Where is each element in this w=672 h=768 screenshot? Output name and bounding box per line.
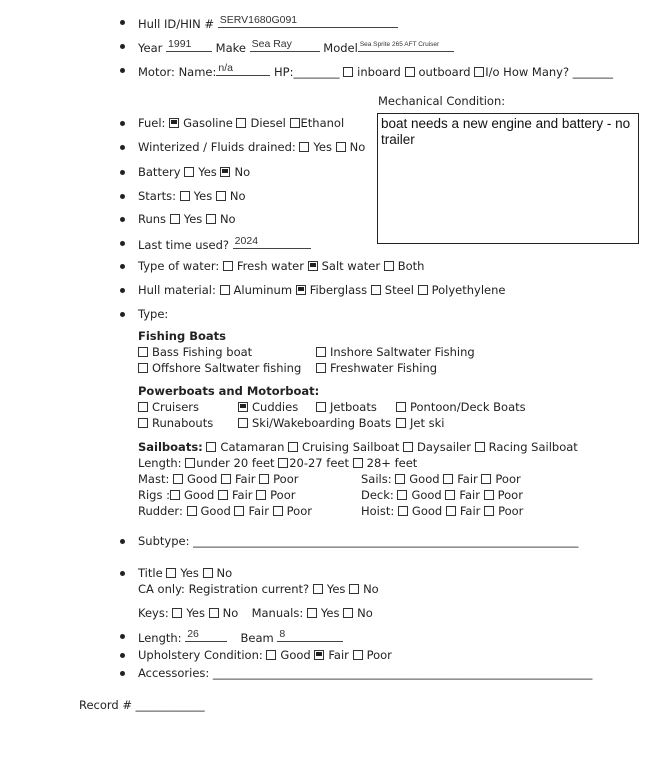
rudder-row xyxy=(138,504,312,518)
bullet xyxy=(120,68,125,73)
length-label: Length: xyxy=(138,631,182,645)
starts-yes-checkbox[interactable] xyxy=(180,191,190,201)
rigs-label: Rigs : xyxy=(138,488,171,502)
motor-hp-label[interactable]: HP:________ xyxy=(274,65,340,79)
title-yes-label: Yes xyxy=(180,566,199,580)
fishing-item xyxy=(138,345,252,359)
make-field[interactable] xyxy=(250,39,320,52)
power-item xyxy=(396,400,526,414)
sailboats-row xyxy=(138,440,578,454)
sails-fair-checkbox[interactable] xyxy=(443,474,453,484)
inboard-label: inboard xyxy=(357,65,401,79)
hoist-label: Hoist: xyxy=(361,504,395,518)
freshwater-fishing-checkbox[interactable] xyxy=(316,363,326,373)
fair-label: Fair xyxy=(234,472,256,486)
daysailer-label: Daysailer xyxy=(417,440,471,454)
power-item xyxy=(138,400,199,414)
runs-no-label: No xyxy=(219,212,236,226)
hull-id-label: Hull ID/HIN # xyxy=(138,17,215,31)
mechanical-label: Mechanical Condition: xyxy=(378,94,506,108)
fiberglass-checkbox[interactable] xyxy=(296,285,306,295)
jetboats-label: Jetboats xyxy=(330,400,377,414)
rigs-fair-checkbox[interactable] xyxy=(218,490,228,500)
racing-sailboat-checkbox[interactable] xyxy=(475,442,485,452)
motor-name-value: n/a xyxy=(218,62,233,74)
io-checkbox[interactable] xyxy=(474,67,484,77)
good-label: Good xyxy=(411,504,443,518)
power-item xyxy=(396,416,444,430)
pontoon-label: Pontoon/Deck Boats xyxy=(410,400,526,414)
title-row xyxy=(138,566,232,580)
bass-fishing-label: Bass Fishing boat xyxy=(152,345,253,359)
mast-good-checkbox[interactable] xyxy=(173,474,183,484)
outboard-label: outboard xyxy=(418,65,471,79)
motor-label: Motor: xyxy=(138,65,175,79)
ski-wakeboarding-checkbox[interactable] xyxy=(238,418,248,428)
registration-no-checkbox[interactable] xyxy=(349,584,359,594)
water-label: Type of water: xyxy=(138,259,220,273)
winterized-label: Winterized / Fluids drained: xyxy=(138,140,296,154)
keys-yes-label: Yes xyxy=(186,606,205,620)
bullet xyxy=(120,571,125,576)
battery-row xyxy=(138,165,250,179)
motor-name-field[interactable] xyxy=(216,63,270,76)
diesel-label: Diesel xyxy=(250,116,286,130)
deck-row xyxy=(361,488,523,502)
fuel-row xyxy=(138,116,344,130)
bullet xyxy=(120,241,125,246)
model-label: Model xyxy=(323,41,358,55)
power-item xyxy=(316,400,377,414)
bullet xyxy=(120,170,125,175)
mechanical-condition-box[interactable]: boat needs a new engine and battery - no trailer xyxy=(377,113,639,244)
keys-no-checkbox[interactable] xyxy=(209,608,219,618)
upholstery-row xyxy=(138,648,392,662)
bullet xyxy=(120,145,125,150)
outboard-checkbox[interactable] xyxy=(405,67,415,77)
type-label: Type: xyxy=(138,307,169,321)
hoist-fair-checkbox[interactable] xyxy=(446,506,456,516)
keys-label: Keys: xyxy=(138,606,169,620)
model-field[interactable] xyxy=(358,39,454,52)
registration-no-label: No xyxy=(363,582,379,596)
beam-value: 8 xyxy=(279,628,286,640)
last-used-field[interactable] xyxy=(233,236,311,249)
runs-yes-label: Yes xyxy=(183,212,203,226)
jetboats-checkbox[interactable] xyxy=(316,402,326,412)
fiberglass-label: Fiberglass xyxy=(309,283,368,297)
battery-no-label: No xyxy=(234,165,251,179)
year-value: 1991 xyxy=(168,38,192,50)
manuals-yes-label: Yes xyxy=(320,606,340,620)
offshore-checkbox[interactable] xyxy=(138,363,148,373)
deck-fair-checkbox[interactable] xyxy=(445,490,455,500)
poor-label: Poor xyxy=(495,472,521,486)
upholstery-label: Upholstery Condition: xyxy=(138,648,263,662)
deck-label: Deck: xyxy=(361,488,394,502)
rigs-good-checkbox[interactable] xyxy=(170,490,180,500)
steel-checkbox[interactable] xyxy=(371,285,381,295)
power-item xyxy=(138,416,213,430)
bullet xyxy=(120,217,125,222)
fishing-item xyxy=(316,345,475,359)
inshore-checkbox[interactable] xyxy=(316,347,326,357)
runabouts-label: Runabouts xyxy=(152,416,214,430)
both-water-label: Both xyxy=(397,259,425,273)
mast-fair-checkbox[interactable] xyxy=(221,474,231,484)
starts-no-checkbox[interactable] xyxy=(216,191,226,201)
last-used-row xyxy=(138,236,311,252)
good-label: Good xyxy=(184,488,215,502)
jet-ski-checkbox[interactable] xyxy=(396,418,406,428)
runs-label: Runs xyxy=(138,212,167,226)
sail-length-row xyxy=(138,456,417,470)
inboard-checkbox[interactable] xyxy=(343,67,353,77)
mast-poor-checkbox[interactable] xyxy=(259,474,269,484)
fuel-label: Fuel: xyxy=(138,116,166,130)
title-yes-checkbox[interactable] xyxy=(166,568,176,578)
cuddies-label: Cuddies xyxy=(252,400,299,414)
mast-label: Mast: xyxy=(138,472,170,486)
year-field[interactable] xyxy=(166,39,212,52)
title-no-label: No xyxy=(216,566,233,580)
length-beam-row xyxy=(138,629,343,645)
model-value: Sea Sprite 265 AFT Cruiser xyxy=(359,41,440,48)
fishing-item xyxy=(138,361,301,375)
fresh-water-label: Fresh water xyxy=(236,259,304,273)
ethanol-checkbox[interactable] xyxy=(290,118,300,128)
catamaran-label: Catamaran xyxy=(220,440,285,454)
freshwater-fishing-label: Freshwater Fishing xyxy=(330,361,438,375)
battery-no-checkbox[interactable] xyxy=(220,167,230,177)
starts-no-label: No xyxy=(229,189,246,203)
power-item xyxy=(238,400,298,414)
accessories-field[interactable]: Accessories: __________________________________________________________________ xyxy=(138,666,593,680)
daysailer-checkbox[interactable] xyxy=(403,442,413,452)
sail-length-label: Length: xyxy=(138,456,182,470)
powerboats-heading: Powerboats and Motorboat: xyxy=(138,384,320,398)
hoist-row xyxy=(361,504,523,518)
winterized-yes-checkbox[interactable] xyxy=(299,142,309,152)
battery-yes-label: Yes xyxy=(198,165,217,179)
starts-row xyxy=(138,189,246,203)
fair-label: Fair xyxy=(248,504,269,518)
keys-no-label: No xyxy=(222,606,239,620)
diesel-checkbox[interactable] xyxy=(236,118,246,128)
bullet xyxy=(120,653,125,658)
bass-fishing-checkbox[interactable] xyxy=(138,347,148,357)
fresh-water-checkbox[interactable] xyxy=(223,261,233,271)
sails-label: Sails: xyxy=(361,472,392,486)
poor-label: Poor xyxy=(273,472,299,486)
fair-label: Fair xyxy=(459,504,481,518)
sails-poor-checkbox[interactable] xyxy=(481,474,491,484)
bullet xyxy=(120,288,125,293)
deck-poor-checkbox[interactable] xyxy=(484,490,494,500)
registration-yes-checkbox[interactable] xyxy=(313,584,323,594)
polyethylene-checkbox[interactable] xyxy=(418,285,428,295)
poor-label: Poor xyxy=(498,504,524,518)
starts-yes-label: Yes xyxy=(193,189,213,203)
both-water-checkbox[interactable] xyxy=(384,261,394,271)
rigs-poor-checkbox[interactable] xyxy=(256,490,266,500)
manuals-no-checkbox[interactable] xyxy=(343,608,353,618)
jet-ski-label: Jet ski xyxy=(410,416,445,430)
upholstery-poor-checkbox[interactable] xyxy=(353,650,363,660)
starts-label: Starts: xyxy=(138,189,176,203)
ski-wakeboarding-label: Ski/Wakeboarding Boats xyxy=(252,416,392,430)
year-make-model-row xyxy=(138,39,454,55)
winterized-row xyxy=(138,140,365,154)
last-used-label: Last time used? xyxy=(138,238,230,252)
water-row xyxy=(138,259,424,273)
hull-id-value: SERV1680G091 xyxy=(219,14,298,26)
polyethylene-label: Polyethylene xyxy=(431,283,506,297)
cruising-sailboat-checkbox[interactable] xyxy=(288,442,298,452)
manuals-no-label: No xyxy=(357,606,373,620)
rudder-label: Rudder: xyxy=(138,504,183,518)
fishing-heading: Fishing Boats xyxy=(138,329,226,343)
runabouts-checkbox[interactable] xyxy=(138,418,148,428)
bullet xyxy=(120,539,125,544)
bullet xyxy=(120,634,125,639)
fair-label: Fair xyxy=(459,488,480,502)
title-label: Title xyxy=(138,566,163,580)
rudder-poor-checkbox[interactable] xyxy=(273,506,283,516)
beam-field[interactable] xyxy=(277,629,343,642)
sails-row xyxy=(361,472,521,486)
winterized-yes-label: Yes xyxy=(313,140,332,154)
hoist-good-checkbox[interactable] xyxy=(398,506,408,516)
fishing-item xyxy=(316,361,437,375)
bullet xyxy=(120,312,125,317)
under-20-checkbox[interactable] xyxy=(185,458,195,468)
winterized-no-checkbox[interactable] xyxy=(336,142,346,152)
cuddies-checkbox[interactable] xyxy=(238,402,248,412)
sailboats-heading: Sailboats: xyxy=(138,440,203,454)
ethanol-label: Ethanol xyxy=(300,116,345,130)
upholstery-good-checkbox[interactable] xyxy=(266,650,276,660)
fair-label: Fair xyxy=(457,472,478,486)
upholstery-fair-label: Fair xyxy=(328,648,349,662)
catamaran-checkbox[interactable] xyxy=(206,442,216,452)
good-label: Good xyxy=(409,472,440,486)
cruisers-checkbox[interactable] xyxy=(138,402,148,412)
battery-yes-checkbox[interactable] xyxy=(184,167,194,177)
gasoline-label: Gasoline xyxy=(183,116,233,130)
power-item xyxy=(238,416,391,430)
upholstery-poor-label: Poor xyxy=(366,648,392,662)
bullet xyxy=(120,671,125,676)
mast-row xyxy=(138,472,298,486)
hull-id-field[interactable] xyxy=(218,15,398,28)
motor-name-label: Name: xyxy=(178,65,217,79)
length-value: 26 xyxy=(187,628,199,640)
aluminum-label: Aluminum xyxy=(233,283,293,297)
rudder-fair-checkbox[interactable] xyxy=(234,506,244,516)
poor-label: Poor xyxy=(286,504,312,518)
manuals-label: Manuals: xyxy=(251,606,304,620)
rudder-good-checkbox[interactable] xyxy=(187,506,197,516)
registration-yes-label: Yes xyxy=(326,582,346,596)
sails-good-checkbox[interactable] xyxy=(395,474,405,484)
good-label: Good xyxy=(411,488,442,502)
io-label[interactable]: I/o How Many? _______ xyxy=(485,65,613,79)
upholstery-fair-checkbox[interactable] xyxy=(314,650,324,660)
salt-water-label: Salt water xyxy=(321,259,381,273)
under-20-label: under 20 feet xyxy=(196,456,275,470)
aluminum-checkbox[interactable] xyxy=(220,285,230,295)
bullet xyxy=(120,121,125,126)
make-label: Make xyxy=(215,41,246,55)
year-label: Year xyxy=(138,41,163,55)
keys-yes-checkbox[interactable] xyxy=(172,608,182,618)
make-value: Sea Ray xyxy=(251,38,292,50)
bullet xyxy=(120,194,125,199)
cruisers-label: Cruisers xyxy=(152,400,200,414)
racing-sailboat-label: Racing Sailboat xyxy=(488,440,578,454)
good-label: Good xyxy=(187,472,218,486)
runs-yes-checkbox[interactable] xyxy=(170,214,180,224)
28-plus-label: 28+ feet xyxy=(366,456,418,470)
beam-label: Beam xyxy=(240,631,274,645)
battery-label: Battery xyxy=(138,165,181,179)
last-used-value: 2024 xyxy=(234,235,259,247)
28-plus-checkbox[interactable] xyxy=(353,458,363,468)
winterized-no-label: No xyxy=(349,140,366,154)
bullet xyxy=(120,44,125,49)
poor-label: Poor xyxy=(497,488,523,502)
hull-material-row xyxy=(138,283,505,297)
offshore-label: Offshore Saltwater fishing xyxy=(152,361,302,375)
20-27-label: 20-27 feet xyxy=(289,456,349,470)
subtype-field[interactable]: Subtype: ___________________________________________________________________ xyxy=(138,534,579,548)
good-label: Good xyxy=(200,504,231,518)
deck-good-checkbox[interactable] xyxy=(397,490,407,500)
registration-label: CA only: Registration current? xyxy=(138,582,310,596)
registration-row xyxy=(138,582,379,596)
salt-water-checkbox[interactable] xyxy=(308,261,318,271)
runs-row xyxy=(138,212,236,226)
inshore-label: Inshore Saltwater Fishing xyxy=(330,345,475,359)
hull-id-row xyxy=(138,15,398,31)
motor-row xyxy=(138,63,613,79)
bullet xyxy=(120,20,125,25)
cruising-sailboat-label: Cruising Sailboat xyxy=(302,440,400,454)
gasoline-checkbox[interactable] xyxy=(169,118,179,128)
upholstery-good-label: Good xyxy=(280,648,311,662)
steel-label: Steel xyxy=(384,283,414,297)
length-field[interactable] xyxy=(185,629,227,642)
title-no-checkbox[interactable] xyxy=(203,568,213,578)
hoist-poor-checkbox[interactable] xyxy=(484,506,494,516)
bullet xyxy=(120,264,125,269)
rigs-row xyxy=(138,488,295,502)
20-27-checkbox[interactable] xyxy=(278,458,288,468)
fair-label: Fair xyxy=(231,488,253,502)
runs-no-checkbox[interactable] xyxy=(206,214,216,224)
record-field[interactable]: Record # ____________ xyxy=(79,698,205,712)
manuals-yes-checkbox[interactable] xyxy=(307,608,317,618)
hull-material-label: Hull material: xyxy=(138,283,216,297)
keys-manuals-row xyxy=(138,606,373,620)
poor-label: Poor xyxy=(270,488,296,502)
pontoon-checkbox[interactable] xyxy=(396,402,406,412)
